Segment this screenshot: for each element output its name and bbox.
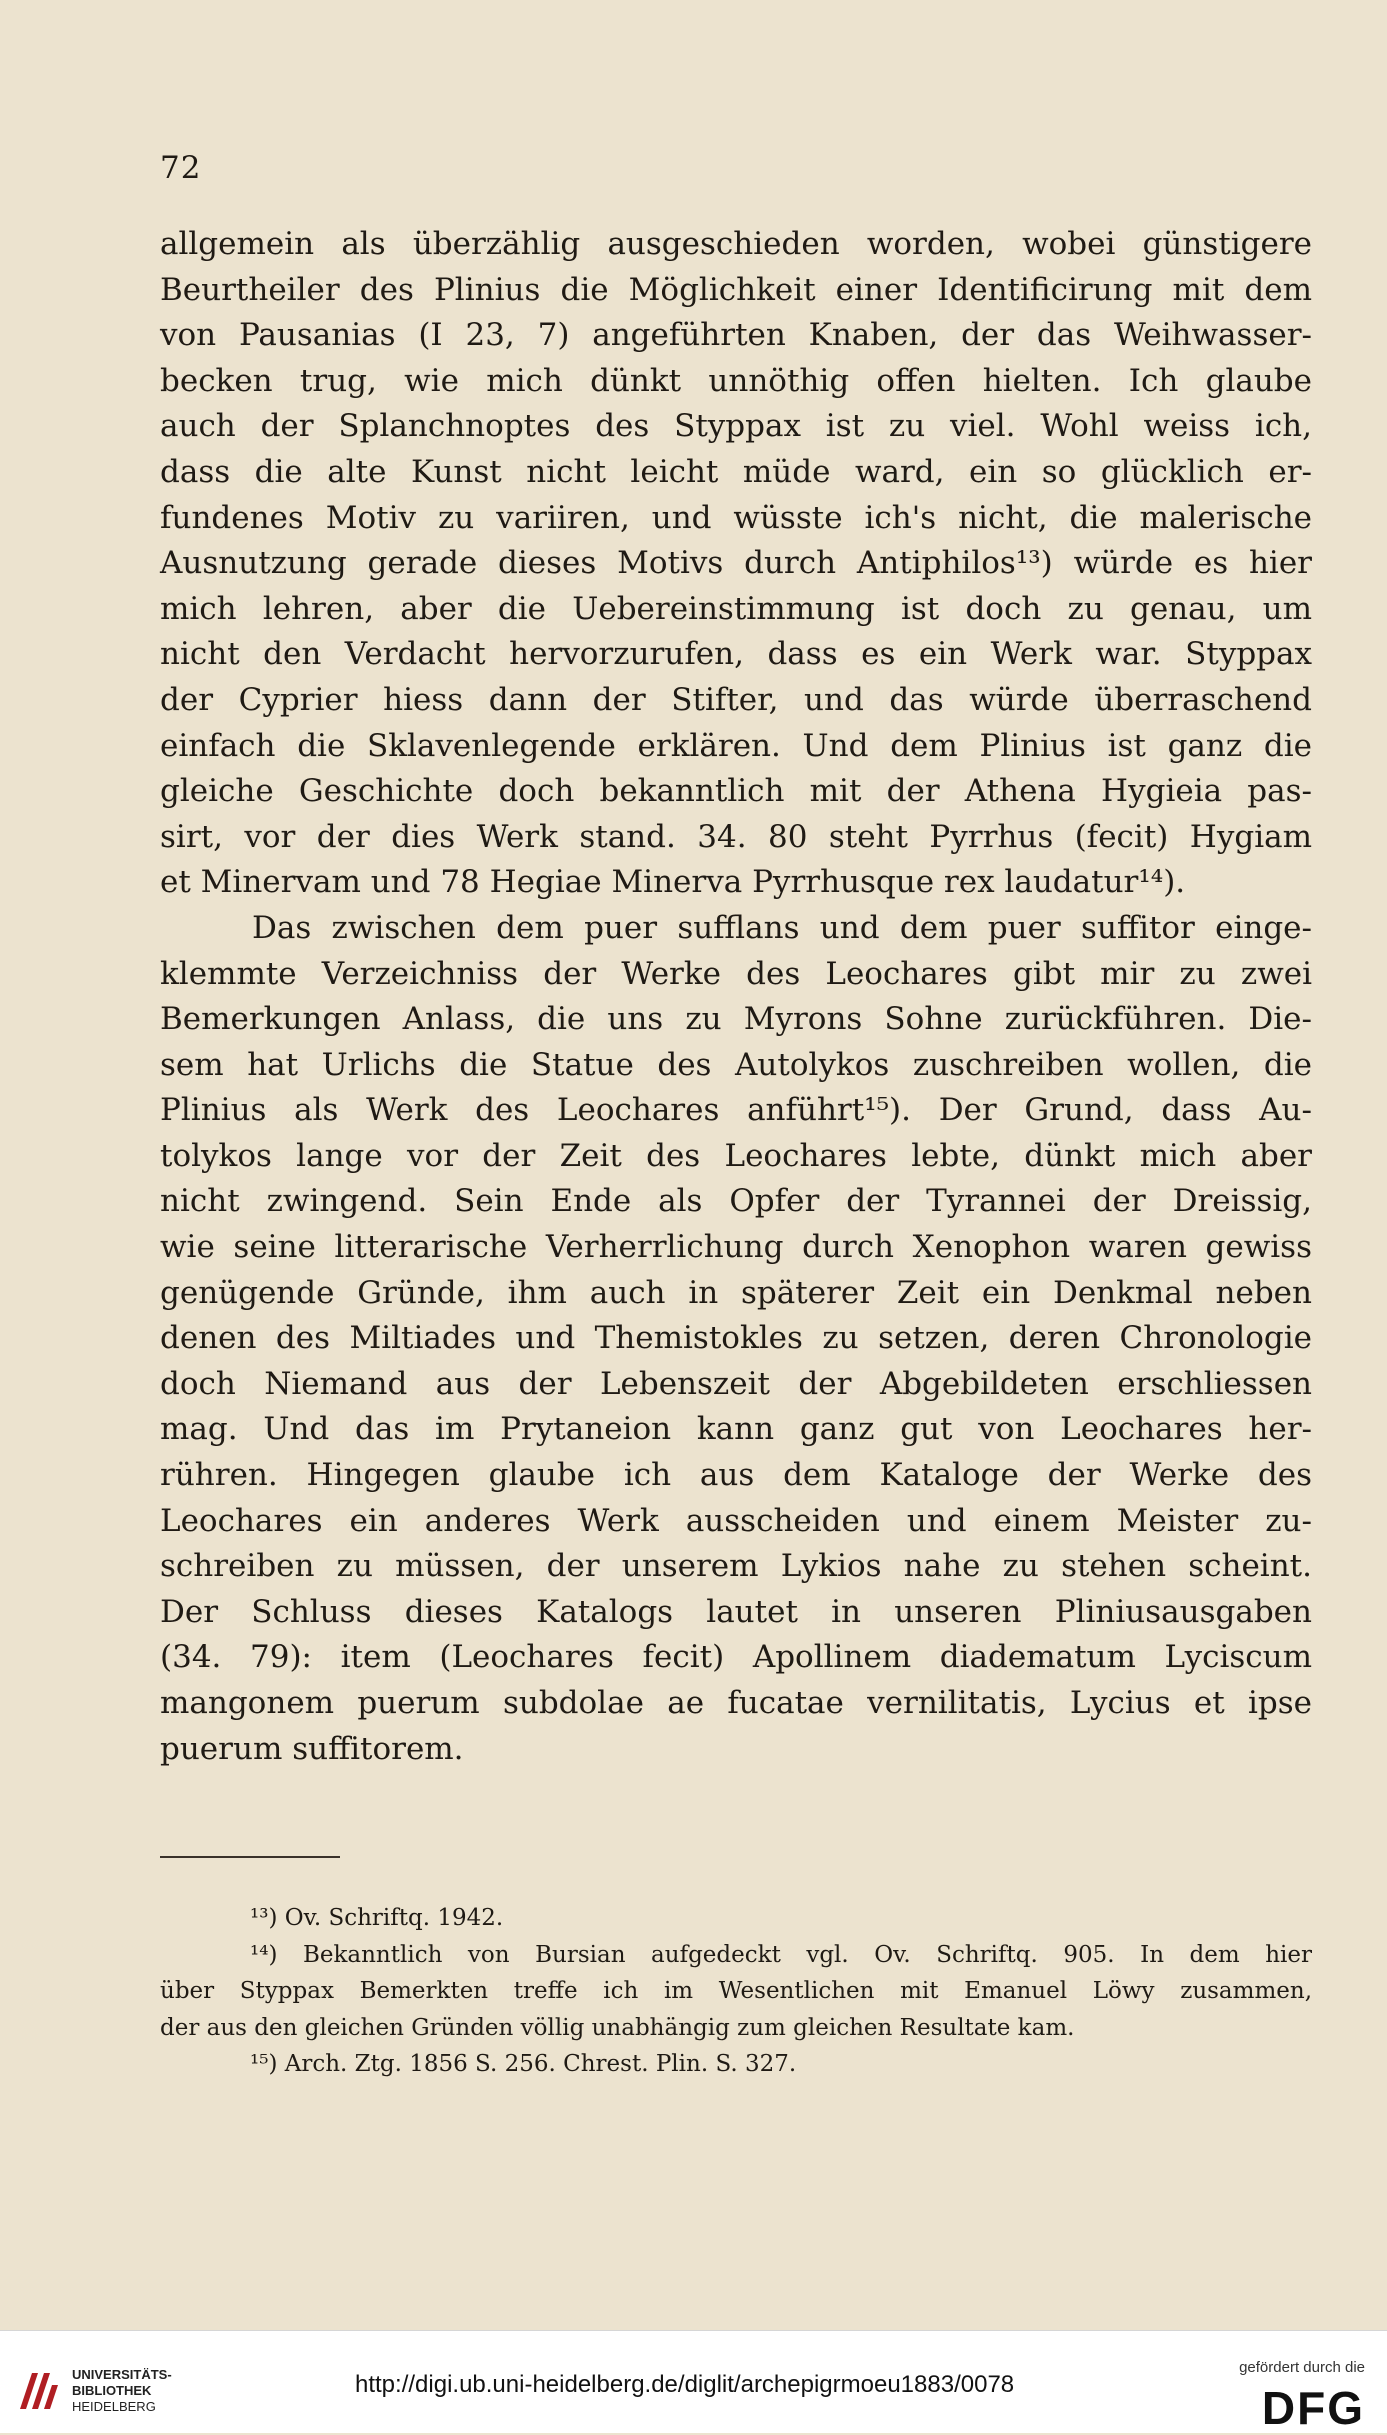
text-line: klemmte Verzeichniss der Werke des Leochares gibt mir zu zwei [160,955,1312,992]
text-line: auch der Splanchnoptes des Styppax ist zu viel. Wohl weiss ich, [160,408,1312,445]
text-line: mich lehren, aber die Uebereinstimmung ist doch zu genau, um [160,590,1312,627]
footnote-line: ¹⁴) Bekanntlich von Bursian aufgedeckt vgl. Ov. Schriftq. 905. In dem hier [250,1941,1312,1968]
text-line: fundenes Motiv zu variiren, und wüsste ich's nicht, die malerische [160,499,1312,536]
text-line: et Minervam und 78 Hegiae Minerva Pyrrhusque rex laudatur¹⁴). [160,864,1186,901]
body-text [160,222,1312,1772]
text-line: Beurtheiler des Plinius die Möglichkeit einer Identificirung mit dem [160,271,1312,308]
text-line: nicht zwingend. Sein Ende als Opfer der Tyrannei der Dreissig, [160,1183,1312,1220]
footnote-line: ¹³) Ov. Schriftq. 1942. [250,1905,504,1931]
text-line: dass die alte Kunst nicht leicht müde ward, ein so glücklich er- [160,453,1312,490]
text-line: tolykos lange vor der Zeit des Leochares lebte, dünkt mich aber [160,1137,1312,1174]
text-line: rühren. Hingegen glaube ich aus dem Kataloge der Werke des [160,1457,1312,1494]
footnote-line: über Styppax Bemerkten treffe ich im Wesentlichen mit Emanuel Löwy zusammen, [160,1978,1312,2004]
funding-caption: gefördert durch die [1239,2359,1365,2376]
text-line: Der Schluss dieses Katalogs lautet in unseren Pliniusausgaben [160,1593,1312,1630]
page-number: 72 [160,150,202,186]
footnote-rule [160,1856,340,1858]
text-line: Ausnutzung gerade dieses Motivs durch Antiphilos¹³) würde es hier [160,545,1312,582]
footnote-line: der aus den gleichen Gründen völlig unabhängig zum gleichen Resultate kam. [160,2014,1075,2041]
library-logo-icon [14,2367,62,2415]
text-line: Leochares ein anderes Werk ausscheiden und einem Meister zu- [160,1502,1312,1539]
text-line: der Cyprier hiess dann der Stifter, und das würde überraschend [160,681,1312,718]
library-name-line: BIBLIOTHEK [72,2383,152,2398]
library-name-line: UNIVERSITÄTS- [72,2367,172,2382]
text-line: Das zwischen dem puer sufflans und dem puer suffitor einge- [252,909,1312,946]
viewer-footer [0,2330,1387,2433]
text-line: doch Niemand aus der Lebenszeit der Abgebildeten erschliessen [160,1365,1312,1402]
dfg-logo: DFG [1261,2382,1365,2434]
text-line: von Pausanias (I 23, 7) angeführten Knaben, der das Weihwasser- [160,317,1312,354]
text-line: genügende Gründe, ihm auch in späterer Zeit ein Denkmal neben [160,1274,1312,1311]
permalink-url[interactable]: http://digi.ub.uni-heidelberg.de/diglit/archepigrmoeu1883/0078 [355,2371,1015,2398]
text-line: Bemerkungen Anlass, die uns zu Myrons Sohne zurückführen. Die- [160,1001,1312,1038]
text-line: puerum suffitorem. [160,1730,464,1767]
library-name [72,2367,172,2415]
text-line: einfach die Sklavenlegende erklären. Und dem Plinius ist ganz die [160,727,1312,764]
text-line: wie seine litterarische Verherrlichung durch Xenophon waren gewiss [160,1229,1312,1266]
text-line: denen des Miltiades und Themistokles zu setzen, deren Chronologie [160,1320,1312,1357]
text-line: sirt, vor der dies Werk stand. 34. 80 steht Pyrrhus (fecit) Hygiam [160,818,1312,855]
text-line: nicht den Verdacht hervorzurufen, dass es ein Werk war. Styppax [160,636,1312,673]
text-line: gleiche Geschichte doch bekanntlich mit der Athena Hygieia pas- [160,773,1312,810]
text-line: sem hat Urlichs die Statue des Autolykos zuschreiben wollen, die [160,1046,1312,1083]
text-line: schreiben zu müssen, der unserem Lykios nahe zu stehen scheint. [160,1548,1312,1585]
text-line: becken trug, wie mich dünkt unnöthig offen hielten. Ich glaube [160,362,1312,399]
text-line: (34. 79): item (Leochares fecit) Apollinem diadematum Lyciscum [160,1639,1312,1676]
footnotes [160,1900,1312,2083]
text-line: mag. Und das im Prytaneion kann ganz gut von Leochares her- [160,1411,1312,1448]
footnote-line: ¹⁵) Arch. Ztg. 1856 S. 256. Chrest. Plin. S. 327. [250,2051,797,2077]
text-line: allgemein als überzählig ausgeschieden worden, wobei günstigere [160,226,1312,262]
text-line: Plinius als Werk des Leochares anführt¹⁵). Der Grund, dass Au- [160,1092,1312,1129]
library-name-line: HEIDELBERG [72,2399,156,2414]
text-line: mangonem puerum subdolae ae fucatae vernilitatis, Lycius et ipse [160,1685,1312,1721]
